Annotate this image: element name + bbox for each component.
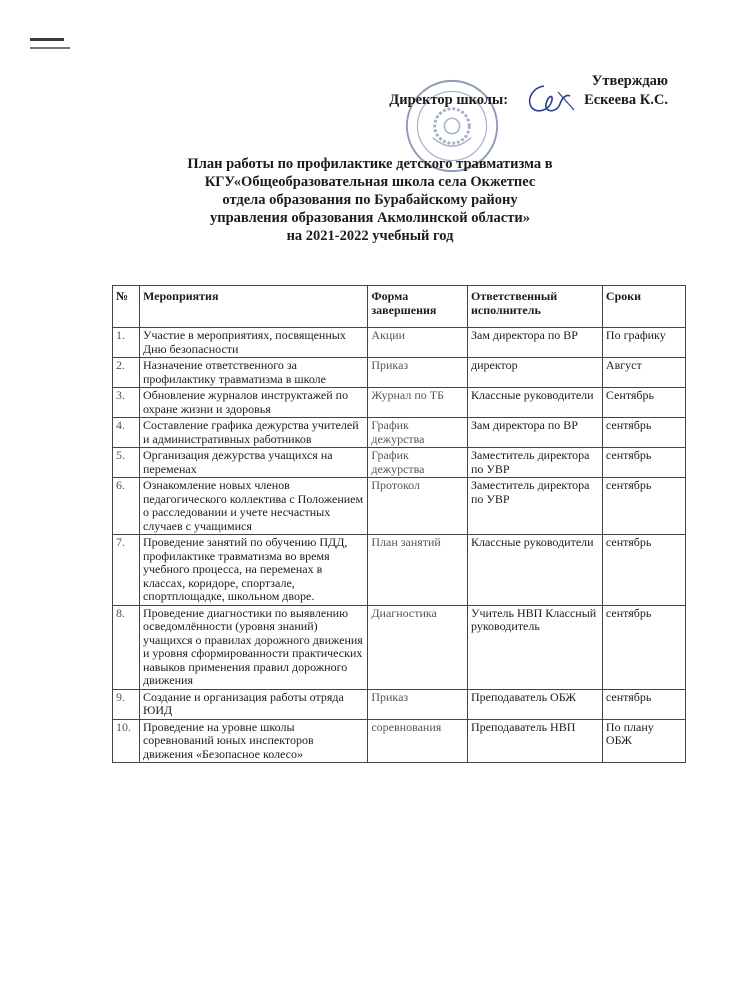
- header-num: №: [113, 286, 140, 328]
- document-title: [60, 155, 680, 245]
- cell-responsible: Учитель НВП Классный руководитель: [467, 605, 602, 689]
- cell-num: 7.: [113, 535, 140, 606]
- title-line: на 2021-2022 учебный год: [286, 228, 454, 244]
- header-event: Мероприятия: [139, 286, 367, 328]
- cell-term: сентябрь: [602, 448, 685, 478]
- cell-responsible: директор: [467, 358, 602, 388]
- header-term: Сроки: [602, 286, 685, 328]
- cell-event: Составление графика дежурства учителей и административных работников: [139, 418, 367, 448]
- table-row: [113, 478, 686, 535]
- cell-event: Организация дежурства учащихся на переменах: [139, 448, 367, 478]
- approval-position: Директор школы:: [389, 92, 509, 108]
- cell-num: 5.: [113, 448, 140, 478]
- cell-event: Обновление журналов инструктажей по охране жизни и здоровья: [139, 388, 367, 418]
- cell-num: 9.: [113, 689, 140, 719]
- cell-term: По плану ОБЖ: [602, 719, 685, 763]
- cell-responsible: Классные руководители: [467, 535, 602, 606]
- cell-responsible: Зам директора по ВР: [467, 418, 602, 448]
- cell-form: График дежурства: [368, 418, 468, 448]
- title-line: План работы по профилактике детского травматизма в: [187, 156, 553, 172]
- table-row: [113, 358, 686, 388]
- cell-responsible: Заместитель директора по УВР: [467, 478, 602, 535]
- table-row: [113, 418, 686, 448]
- header-form: Форма завершения: [368, 286, 468, 328]
- cell-num: 4.: [113, 418, 140, 448]
- table-row: [113, 689, 686, 719]
- cell-num: 8.: [113, 605, 140, 689]
- cell-form: Акции: [368, 328, 468, 358]
- cell-num: 10.: [113, 719, 140, 763]
- cell-term: Сентябрь: [602, 388, 685, 418]
- table-row: [113, 448, 686, 478]
- cell-form: Журнал по ТБ: [368, 388, 468, 418]
- cell-term: сентябрь: [602, 535, 685, 606]
- table-header-row: [113, 286, 686, 328]
- cell-form: График дежурства: [368, 448, 468, 478]
- title-line: КГУ«Общеобразовательная школа села Окжетпес: [204, 174, 536, 190]
- cell-form: План занятий: [368, 535, 468, 606]
- cell-num: 6.: [113, 478, 140, 535]
- cell-term: По графику: [602, 328, 685, 358]
- cell-num: 3.: [113, 388, 140, 418]
- table-row: [113, 535, 686, 606]
- table-row: [113, 719, 686, 763]
- approval-block: [389, 72, 668, 110]
- table-row: [113, 605, 686, 689]
- cell-responsible: Классные руководители: [467, 388, 602, 418]
- cell-event: Проведение диагностики по выявлению осведомлённости (уровня знаний) учащихся о правилах дорожного движения и уровня сформированности практических навыков применения правил дорожного движения: [139, 605, 367, 689]
- cell-form: Протокол: [368, 478, 468, 535]
- cell-event: Назначение ответственного за профилактику травматизма в школе: [139, 358, 367, 388]
- cell-num: 1.: [113, 328, 140, 358]
- cell-responsible: Зам директора по ВР: [467, 328, 602, 358]
- title-line: управления образования Акмолинской области»: [210, 210, 530, 226]
- cell-term: сентябрь: [602, 605, 685, 689]
- cell-event: Проведение занятий по обучению ПДД, профилактике травматизма во время учебного процесса, на переменах в классах, коридоре, спортзале, спортплощадке, школьном дворе.: [139, 535, 367, 606]
- title-line: отдела образования по Бурабайскому району: [222, 192, 518, 208]
- cell-event: Создание и организация работы отряда ЮИД: [139, 689, 367, 719]
- cell-term: Август: [602, 358, 685, 388]
- cell-responsible: Преподаватель НВП: [467, 719, 602, 763]
- cell-term: сентябрь: [602, 689, 685, 719]
- cell-form: соревнования: [368, 719, 468, 763]
- cell-event: Ознакомление новых членов педагогического коллектива с Положением о расследовании и учете несчастных случаев с учащимися: [139, 478, 367, 535]
- table-row: [113, 388, 686, 418]
- table-row: [113, 328, 686, 358]
- cell-event: Проведение на уровне школы соревнований юных инспекторов движения «Безопасное колесо»: [139, 719, 367, 763]
- approval-line: Утверждаю: [591, 73, 668, 89]
- cell-event: Участие в мероприятиях, посвященных Дню безопасности: [139, 328, 367, 358]
- table-body: [113, 328, 686, 763]
- cell-term: сентябрь: [602, 478, 685, 535]
- cell-num: 2.: [113, 358, 140, 388]
- cell-form: Приказ: [368, 689, 468, 719]
- cell-form: Диагностика: [368, 605, 468, 689]
- plan-table: [112, 285, 686, 763]
- cell-responsible: Заместитель директора по УВР: [467, 448, 602, 478]
- scan-mark: [30, 47, 70, 49]
- cell-term: сентябрь: [602, 418, 685, 448]
- cell-responsible: Преподаватель ОБЖ: [467, 689, 602, 719]
- cell-form: Приказ: [368, 358, 468, 388]
- scan-mark: [30, 38, 64, 41]
- header-responsible: Ответственный исполнитель: [467, 286, 602, 328]
- approval-name: Ескеева К.С.: [584, 92, 668, 108]
